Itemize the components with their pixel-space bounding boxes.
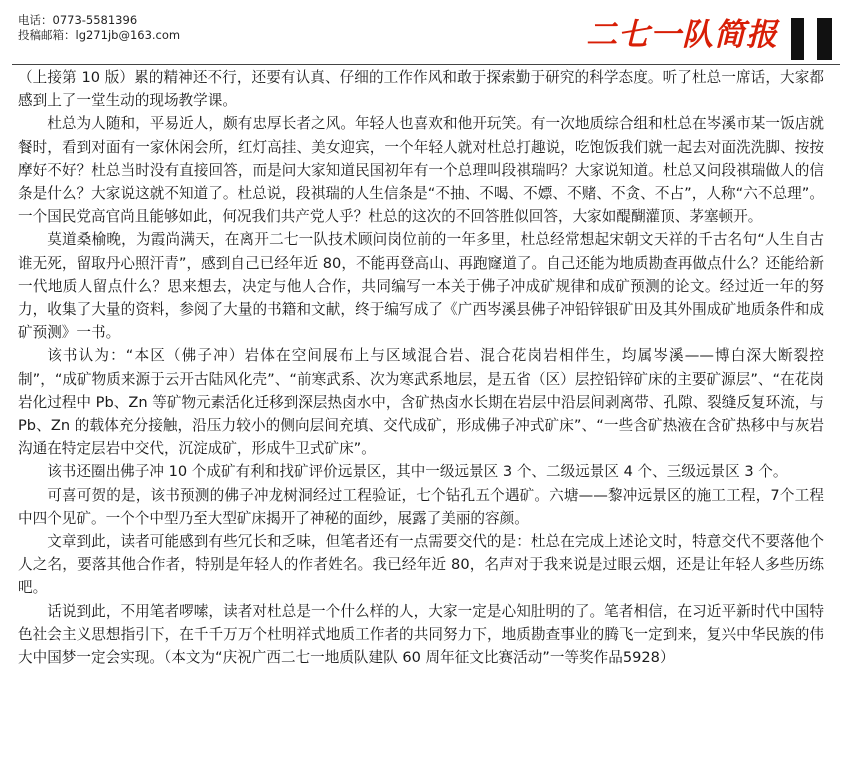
masthead-bar-right <box>817 18 832 60</box>
masthead-title: 二七一队简报 <box>586 17 778 53</box>
paragraph-6: 可喜可贺的是，该书预测的佛子冲龙树洞经过工程验证，七个钻孔五个遇矿。六塘——黎冲远景区的施工工程，7个工程中四个见矿。一个个中型乃至大型矿床揭开了神秘的面纱，展露了美丽的容颜。 <box>18 486 824 527</box>
contact-phone: 电话：0773-5581396 <box>18 13 138 27</box>
paragraph-5: 该书还圈出佛子冲 10 个成矿有利和找矿评价远景区，其中一级远景区 3 个、二级远景区 4 个、三级远景区 3 个。 <box>47 463 788 481</box>
paragraph-7: 文章到此，读者可能感到有些冗长和乏味，但笔者还有一点需要交代的是：杜总在完成上述论文时，特意交代不要落他个人之名，要落其他合作者，特别是年轻人的作者姓名。我已经年近 80，名声对于我来说是过眼云烟，还是让年轻人多些历练吧。 <box>18 533 824 597</box>
header-divider <box>12 64 840 65</box>
paragraph-2: 杜总为人随和，平易近人，颇有忠厚长者之风。年轻人也喜欢和他开玩笑。有一次地质综合组和杜总在岑溪市某一饭店就餐时，看到对面有一家休闲会所，红灯高挂、美女迎宾，一个年轻人就对杜总打趣说，吃饱饭我们就一起去对面洗洗脚、按按摩好不好？杜总当时没有直接回答，而是问大家知道民国初年有一个总理叫段祺瑞吗？大家说知道。杜总又问段祺瑞做人的信条是什么？大家说这就不知道了。杜总说，段祺瑞的人生信条是“不抽、不喝、不嫖、不赌、不贪、不占”，人称“六不总理”。一个国民党高官尚且能够如此，何况我们共产党人乎？杜总的这次的不回答胜似回答，大家如醍醐灌顶、茅塞顿开。 <box>18 115 824 226</box>
paragraph-4: 该书认为：“本区（佛子冲）岩体在空间展布上与区域混合岩、混合花岗岩相伴生，均属岑溪——博白深大断裂控制”，“成矿物质来源于云开古陆风化壳”、“前寒武系、次为寒武系地层，是五省（区）层控铅锌矿床的主要矿源层”、“在花岗岩化过程中 Pb、Zn 等矿物元素活化迁移到深层热卤水中，含矿热卤水长期在岩层中沿层间剥离带、孔隙、裂缝反复环流，与 Pb、Zn 的载体充分接触，沿压力较小的侧向层间充填、交代成矿，形成佛子冲式矿床”、“一些含矿热液在含矿热移中与灰岩沟通在特定层岩中交代，沉淀成矿，形成牛卫式矿床”。 <box>18 347 824 458</box>
page-header <box>0 0 850 64</box>
paragraph-8: 话说到此，不用笔者啰嗦，读者对杜总是一个什么样的人，大家一定是心知肚明的了。笔者相信，在习近平新时代中国特色社会主义思想指引下，在千千万万个杜明祥式地质工作者的共同努力下，地质勘查事业的腾飞一定到来，复兴中华民族的伟大中国梦一定会实现。（本文为“庆祝广西二七一地质队建队 60 周年征文比赛活动”一等奖作品5928） <box>18 602 824 667</box>
paragraph-3: 莫道桑榆晚，为霞尚满天，在离开二七一队技术顾问岗位前的一年多里，杜总经常想起宋朝文天祥的千古名句“人生自古谁无死，留取丹心照汗青”，感到自己已经年近 80，不能再登高山、再跑窿道了。自己还能为地质勘查再做点什么？还能给新一代地质人留点什么？思来想去，决定与他人合作，共同编写一本关于佛子冲成矿规律和成矿预测的论文。经过近一年的努力，收集了大量的资料，参阅了大量的书籍和文献，终于编写成了《广西岑溪县佛子冲铅锌银矿田及其外围成矿地质条件和成矿预测》一书。 <box>18 231 824 342</box>
masthead-bar-left <box>791 18 804 60</box>
contact-email: 投稿邮箱：lg271jb@163.com <box>18 28 181 42</box>
contact-info <box>18 13 180 43</box>
paragraph-1: （上接第 10 版）累的精神还不行，还要有认真、仔细的工作作风和敢于探索勤于研究的科学态度。听了杜总一席话，大家都感到上了一堂生动的现场教学课。 <box>18 69 824 110</box>
article-body <box>18 66 824 669</box>
